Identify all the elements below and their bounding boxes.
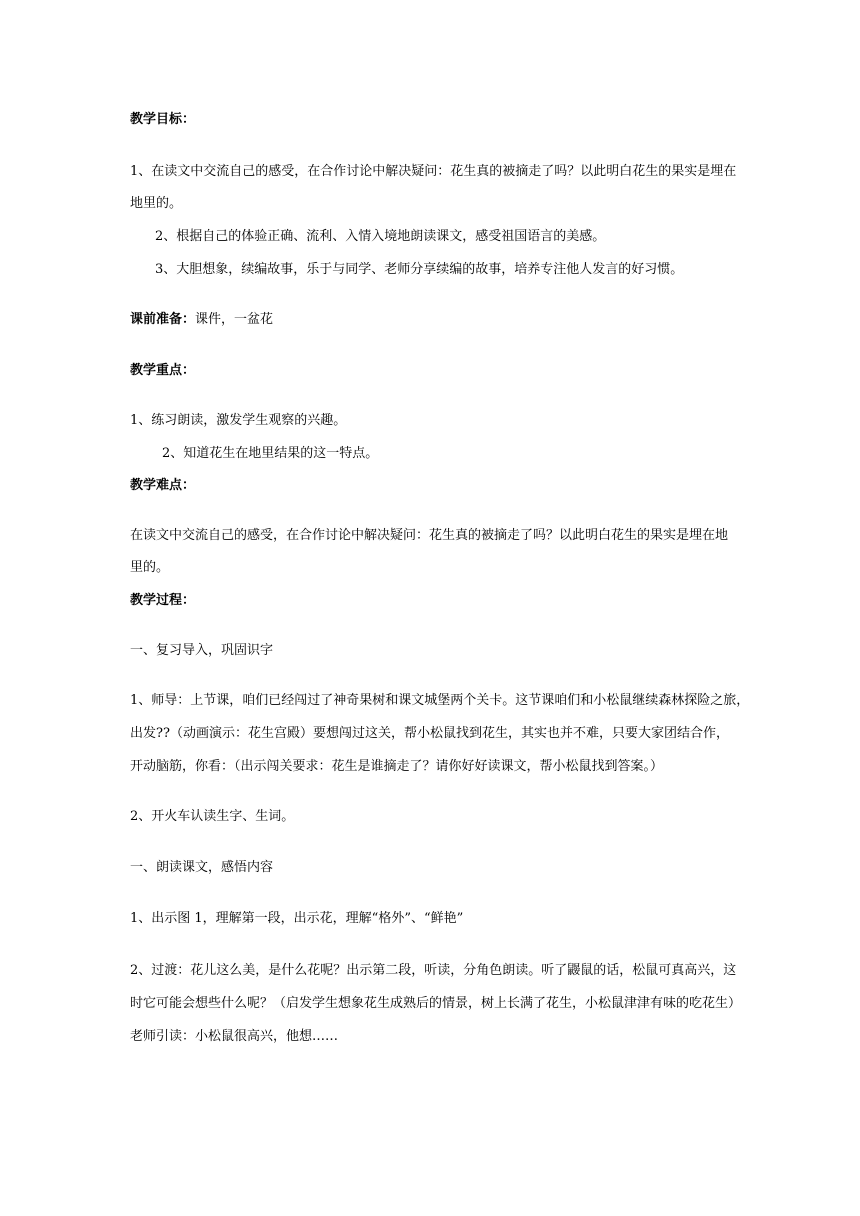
objectives-heading: 教学目标：: [130, 112, 196, 127]
objective-3: 3、大胆想象，续编故事，乐于与同学、老师分享续编的故事，培养专注他人发言的好习惯。: [155, 262, 684, 277]
process-s2-item-2-line-1: 2、过渡：花儿这么美，是什么花呢？出示第二段，听读，分角色朗读。听了鼹鼠的话，松鼠可真高兴，这: [130, 963, 737, 978]
difficulties-heading: 教学难点：: [130, 478, 196, 493]
difficulties-line-1: 在读文中交流自己的感受，在合作讨论中解决疑问：花生真的被摘走了吗？以此明白花生的果实是埋在地: [130, 528, 729, 543]
key-point-1: 1、练习朗读，激发学生观察的兴趣。: [130, 413, 347, 428]
preparation-label: 课前准备：: [130, 312, 196, 327]
difficulties-line-2: 里的。: [130, 560, 170, 575]
preparation-text: 课件，一盆花: [195, 312, 274, 327]
process-s2-item-2-line-3: 老师引读：小松鼠很高兴，他想……: [130, 1029, 339, 1044]
process-s1-item-1-line-2: 出发??（动画演示：花生宫殿）要想闯过这关，帮小松鼠找到花生，其实也并不难，只要大家团结合作，: [130, 726, 729, 741]
process-s1-item-1-line-3: 开动脑筋，你看：（出示闯关要求：花生是谁摘走了？请你好好读课文，帮小松鼠找到答案。）: [130, 759, 664, 774]
process-s2-item-2-line-2: 时它可能会想些什么呢？（启发学生想象花生成熟后的情景，树上长满了花生，小松鼠津津有味的吃花生）: [130, 996, 742, 1011]
key-points-heading: 教学重点：: [130, 363, 196, 378]
objective-1-line-2: 地里的。: [130, 196, 183, 211]
process-section-2-title: 一、朗读课文，感悟内容: [130, 860, 274, 875]
process-section-1-title: 一、复习导入，巩固识字: [130, 643, 274, 658]
objective-1-line-1: 1、在读文中交流自己的感受，在合作讨论中解决疑问：花生真的被摘走了吗？以此明白花生的果实是埋在: [130, 164, 737, 179]
process-s1-item-2: 2、开火车认读生字、生词。: [130, 809, 295, 824]
preparation-line: [130, 311, 273, 329]
process-s1-item-1-line-1: 1、师导：上节课，咱们已经闯过了神奇果树和课文城堡两个关卡。这节课咱们和小松鼠继续森林探险之旅，: [130, 693, 750, 708]
objective-2: 2、根据自己的体验正确、流利、入情入境地朗读课文，感受祖国语言的美感。: [155, 229, 606, 244]
key-point-2: 2、知道花生在地里结果的这一特点。: [162, 446, 379, 461]
process-heading: 教学过程：: [130, 593, 196, 608]
process-s2-item-1: 1、出示图 1，理解第一段，出示花，理解“格外”、“鲜艳”: [130, 911, 464, 926]
